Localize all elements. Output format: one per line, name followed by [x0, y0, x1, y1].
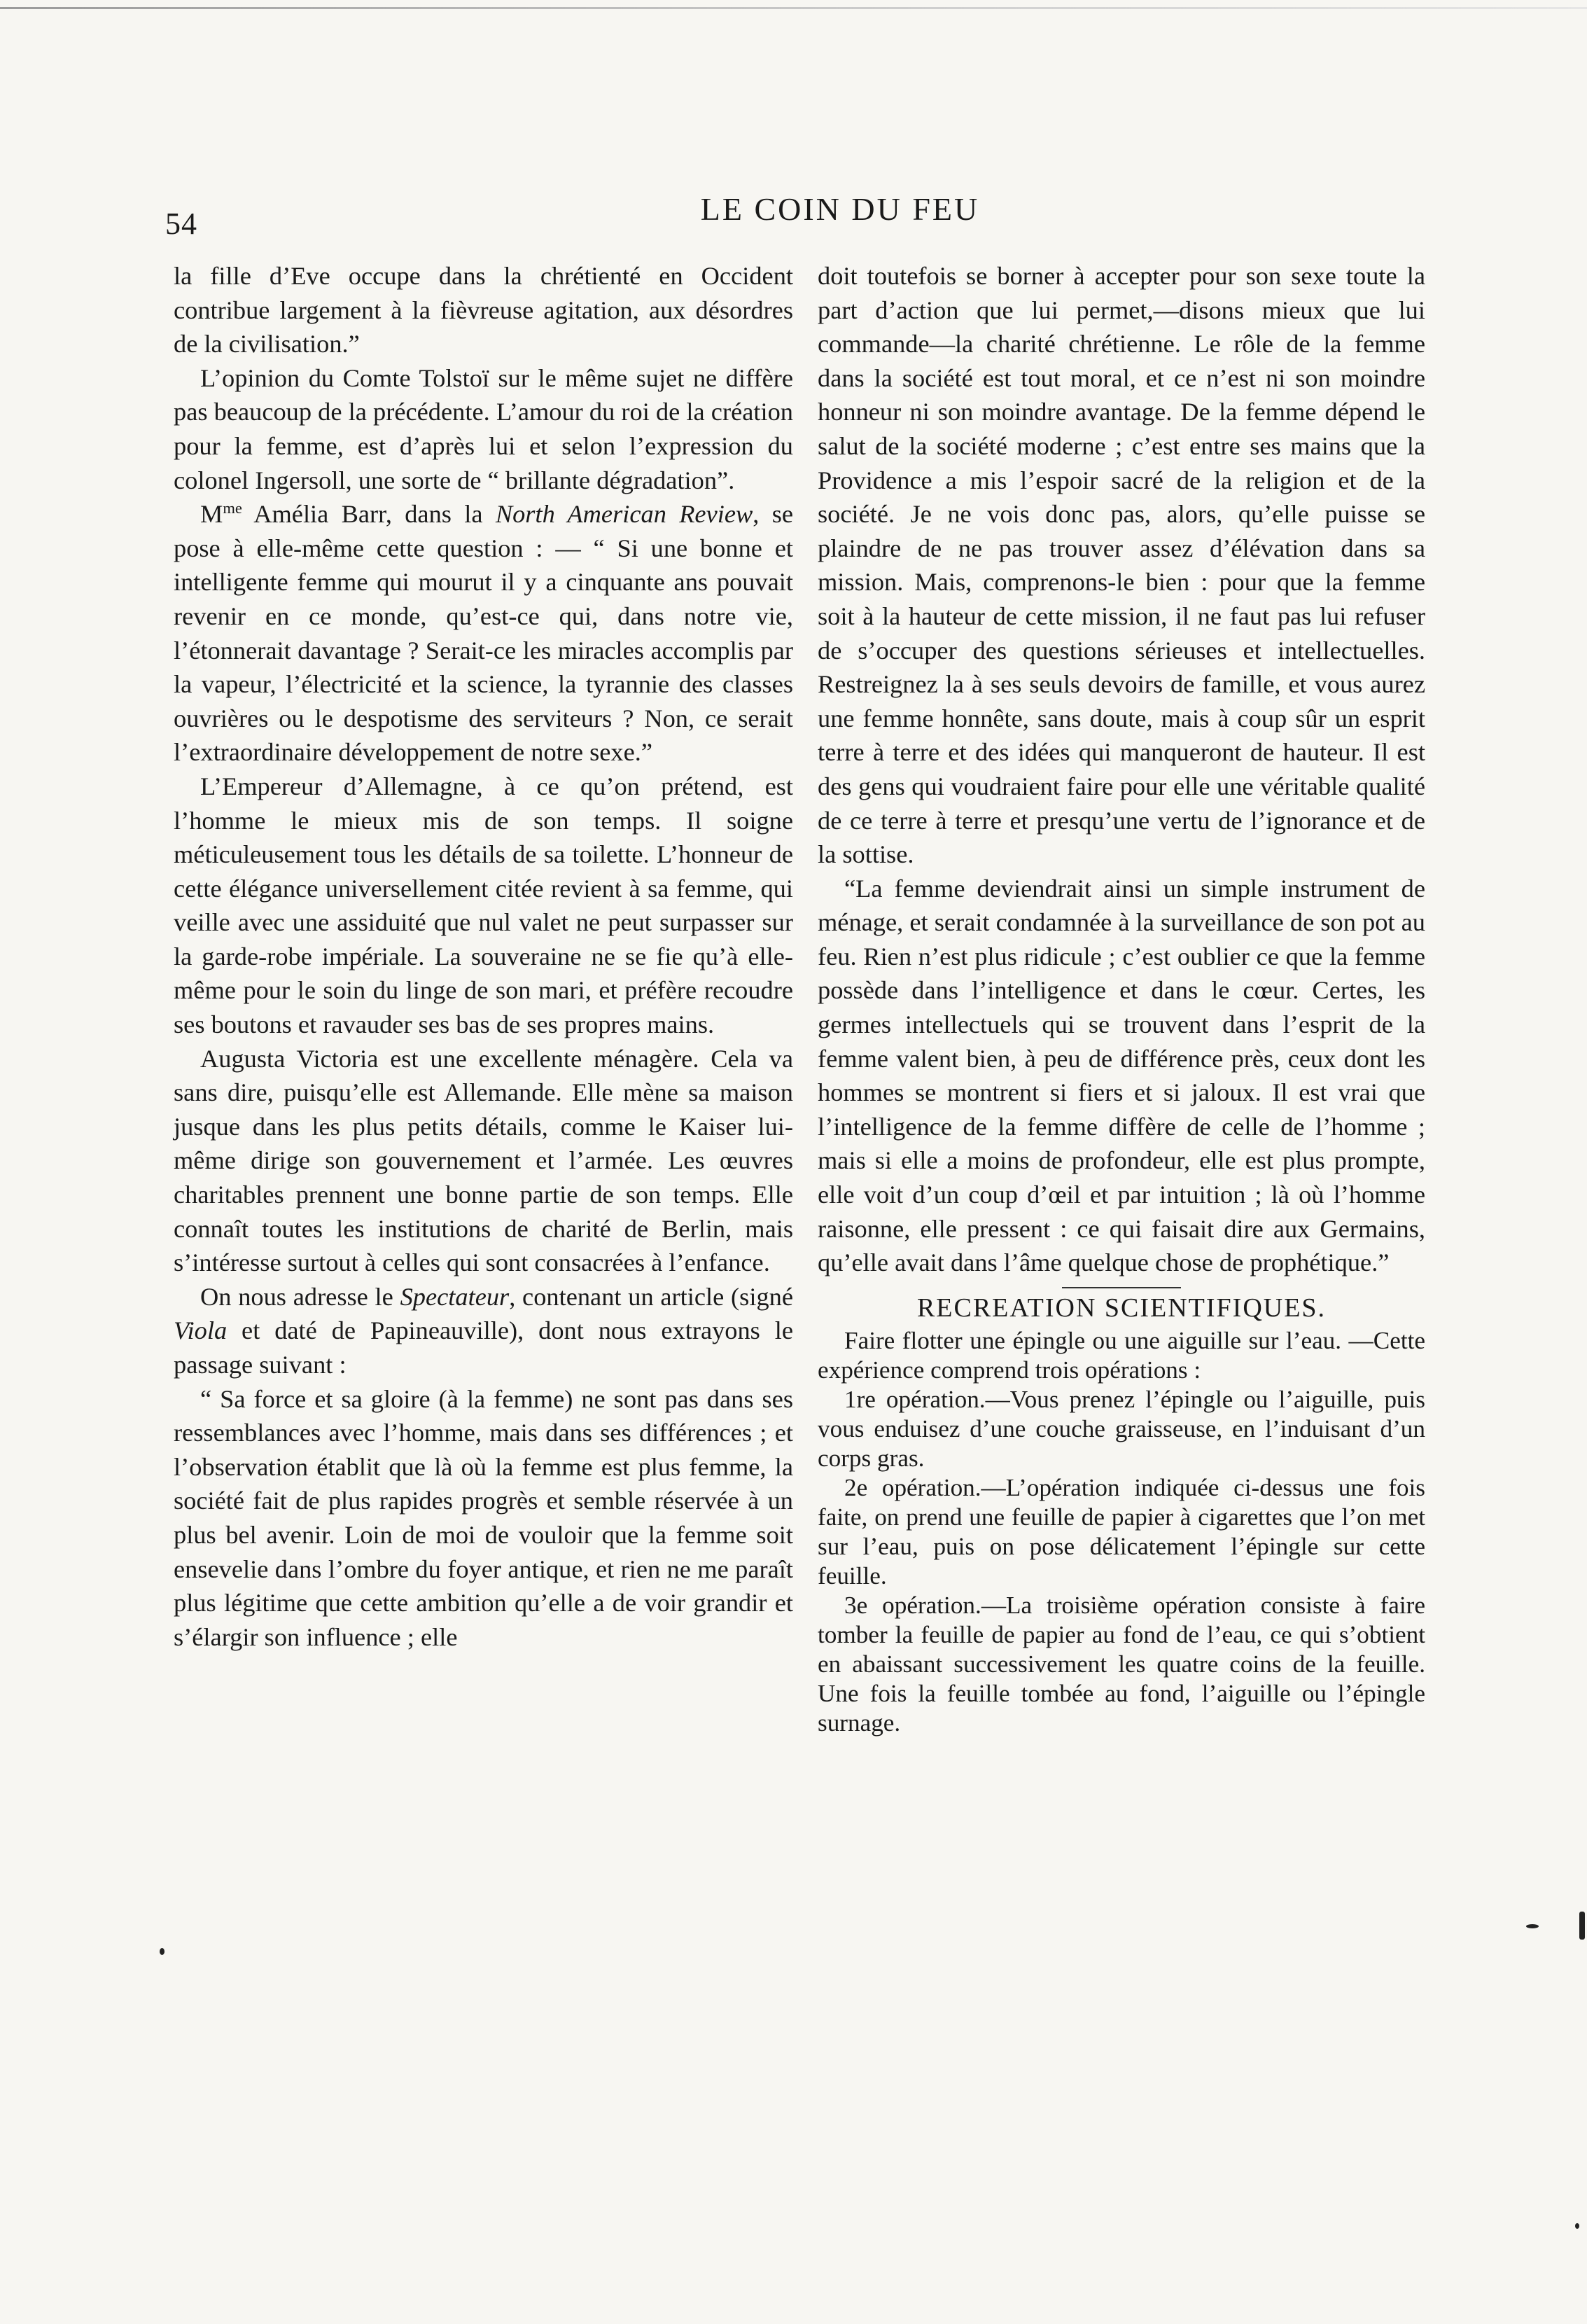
paragraph: doit toutefois se borner à accepter pour son sexe toute la part d’action que lui permet,—disons mieux que lui commande—la charité chrétienne. Le rôle de la femme dans la société est tout moral, et ce n’est ni son moindre honneur ni son moindre avantage. De la femme dépend le salut de la société moderne ; c’est entre ses mains que la Providence a mis l’espoir sacré de la religion et de la société. Je ne vois donc pas, alors, qu’elle puisse se plaindre de ne pas trouver assez d’élévation dans sa mission. Mais, comprenons-le bien : pour que la femme soit à la hauteur de cette mission, il ne faut pas lui refuser de s’occuper des questions sérieuses et intellectuelles. Restreignez la à ses seuls devoirs de famille, et vous aurez une femme honnête, sans doute, mais à coup sûr un esprit terre à terre et des idées qui manqueront de hauteur. Il est des gens qui voudraient faire pour elle une véritable qualité de ce terre à terre et presqu’une vertu de l’ignorance et de la sottise. [818, 262, 1425, 869]
section-heading: RECREATION SCIENTIFIQUES. [916, 1293, 1327, 1323]
paragraph: “ Sa force et sa gloire (à la femme) ne sont pas dans ses ressemblances avec l’homme, mais dans ses différences ; et l’observation établit que là où la femme est plus femme, la société fait de plus rapides progrès et semble réservée à un plus bel avenir. Loin de moi de vouloir que la femme soit ensevelie dans l’ombre du foyer antique, et rien ne me paraît plus légitime que cette ambition qu’elle a de voir grandir et s’élargir son influence ; elle [174, 1384, 793, 1651]
paragraph: 3e opération.—La troisième opération consiste à faire tomber la feuille de papier au fond de l’eau, ce qui s’obtient en abaissant successivement les quatre coins de la feuille. Une fois la feuille tombée au fond, l’aiguille ou l’épingle surnage. [818, 1591, 1425, 1737]
scan-speck [160, 1948, 165, 1955]
title-abbrev-superscript: me [223, 499, 242, 517]
text-run: Amélia Barr, dans la [242, 500, 496, 529]
section-body [818, 1326, 1425, 1738]
paragraph: 1re opération.—Vous prenez l’épingle ou l’aiguille, puis vous enduisez d’une couche graisseuse, en l’induisant d’un corps gras. [818, 1385, 1425, 1472]
publication-title: North American Review [495, 500, 753, 529]
scan-speck [1575, 2223, 1579, 2229]
top-edge-rule [0, 7, 1587, 9]
text-run: et daté de Papineauville), dont nous extrayons le passage suivant : [174, 1316, 793, 1379]
section-divider [1062, 1287, 1181, 1288]
paragraph: la fille d’Eve occupe dans la chrétienté en Occident contribue largement à la fièvreuse agitation, aux désordres de la civilisation.” [174, 262, 793, 359]
text-run: On nous adresse le [200, 1282, 400, 1311]
paragraph [174, 1280, 793, 1382]
right-column [818, 259, 1425, 1738]
left-column [174, 259, 793, 1654]
text-run: , contenant un article (signé [509, 1282, 793, 1311]
paragraph: “La femme deviendrait ainsi un simple instrument de ménage, et serait condamnée à la surveillance de son pot au feu. Rien n’est plus ridicule ; c’est oublier ce que la femme possède dans l’intelligence et dans le cœur. Certes, les germes intellectuels qui se trouvent dans l’esprit de la femme valent bien, à peu de différence près, ceux dont les hommes se montrent si fiers et si jaloux. Il est vrai que l’intelligence de la femme diffère de celle de l’homme ; mais si elle a moins de profondeur, elle est plus prompte, elle voit d’un coup d’œil et par intuition ; là où l’homme raisonne, elle pressent : ce qui faisait dire aux Germains, qu’elle avait dans l’âme quelque chose de prophétique.” [818, 874, 1425, 1277]
paragraph: Augusta Victoria est une excellente ménagère. Cela va sans dire, puisqu’elle est Allemande. Elle mène sa maison jusque dans les plus petits détails, comme le Kaiser lui-même dirige son gouvernement et l’armée. Les œuvres charitables prennent une bonne partie de son temps. Elle connaît toutes les institutions de charité de Berlin, mais s’intéresse surtout à celles qui sont consacrées à l’enfance. [174, 1044, 793, 1277]
author-pseudonym: Viola [174, 1316, 228, 1345]
title-abbrev: M [200, 500, 223, 529]
paragraph: L’opinion du Comte Tolstoï sur le même sujet ne diffère pas beaucoup de la précédente. L’amour du roi de la création pour la femme, est d’après lui et selon l’expression du colonel Ingersoll, une sorte de “ brillante dégradation”. [174, 363, 793, 494]
paragraph [174, 497, 793, 770]
paragraph: 2e opération.—L’opération indiquée ci-dessus une fois faite, on prend une feuille de papier à cigarettes que l’on met sur l’eau, puis on pose délicatement l’épingle sur cette feuille. [818, 1473, 1425, 1589]
scan-speck [1526, 1924, 1539, 1928]
scan-speck [1579, 1912, 1585, 1940]
publication-title: Spectateur [400, 1282, 510, 1311]
text-run: , se pose à elle-même cette question : — “ Si une bonne et intelligente femme qui mourut il y a cinquante ans pouvait revenir en ce monde, qu’est-ce qui, dans notre vie, l’étonnerait davantage ? Serait-ce les miracles accomplis par la vapeur, l’électricité et la science, la tyrannie des classes ouvrières ou le despotisme des serviteurs ? Non, ce serait l’extraordinaire développement de notre sexe.” [174, 500, 794, 767]
paragraph: Faire flotter une épingle ou une aiguille sur l’eau. —Cette expérience comprend trois opérations : [818, 1326, 1425, 1384]
page-number: 54 [165, 207, 197, 241]
paragraph: L’Empereur d’Allemagne, à ce qu’on prétend, est l’homme le mieux mis de son temps. Il soigne méticuleusement tous les détails de sa toilette. L’honneur de cette élégance universellement citée revient à sa femme, qui veille avec une assiduité que nul valet ne peut surpasser sur la garde-robe impériale. La souveraine ne se fie qu’à elle-même pour le soin du linge de son mari, et préfère recoudre ses boutons et ravauder ses bas de ses propres mains. [174, 772, 793, 1039]
running-title: LE COIN DU FEU [700, 191, 980, 227]
